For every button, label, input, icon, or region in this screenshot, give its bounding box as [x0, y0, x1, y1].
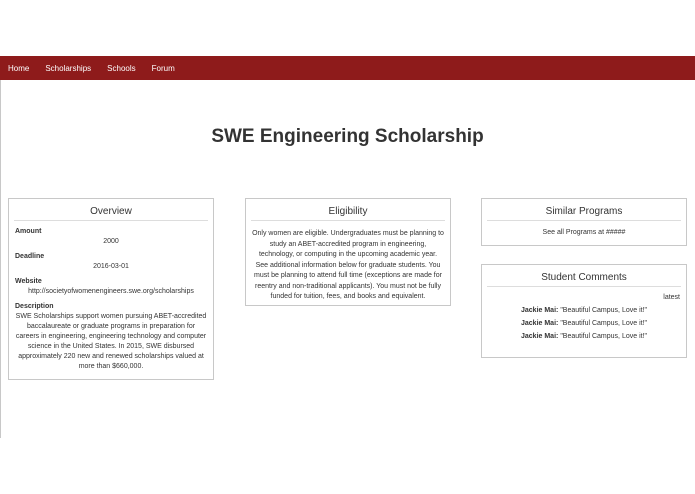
overview-panel [8, 198, 214, 380]
eligibility-text: Only women are eligible. Undergraduates must be planning to study an ABET-accredited program in engineering, technology, or computing in the upcoming academic year. See additional information below for graduate students. You must be planning to attend full time (exceptions are made for reentry and non-traditional applicants). You must not be fully funded for tuition, fees, and books and equivalent. [252, 230, 444, 300]
comment-author: Jackie Mai: [521, 320, 559, 327]
top-navbar [0, 56, 695, 80]
student-comments-heading: Student Comments [487, 265, 681, 287]
similar-programs-panel [481, 198, 687, 246]
page-title: SWE Engineering Scholarship [211, 126, 484, 147]
amount-value: 2000 [103, 238, 119, 245]
amount-label: Amount [15, 228, 42, 235]
deadline-label: Deadline [15, 253, 45, 260]
overview-heading: Overview [14, 199, 208, 221]
website-label: Website [15, 278, 42, 285]
nav-home-link[interactable]: Home [8, 63, 30, 73]
comment-item [482, 307, 686, 314]
description-label: Description [15, 303, 54, 310]
deadline-value: 2016-03-01 [93, 263, 129, 270]
eligibility-heading: Eligibility [251, 199, 445, 221]
nav-forum-link[interactable]: Forum [151, 63, 175, 73]
description-text: SWE Scholarships support women pursuing ABET-accredited baccalaureate or graduate programs in preparation for careers in engineering, engineering technology and computer science in the United States. In 2015, SWE disbursed approximately 220 new and renewed scholarships valued at more than $660,000. [15, 313, 207, 370]
comment-item [482, 320, 686, 327]
similar-programs-heading: Similar Programs [487, 199, 681, 221]
website-link[interactable]: http://societyofwomenengineers.swe.org/scholarships [28, 288, 194, 295]
overview-body [9, 221, 213, 372]
comment-author: Jackie Mai: [521, 333, 559, 340]
comment-text: "Beautiful Campus, Love it!" [560, 320, 647, 327]
student-comments-panel [481, 264, 687, 358]
nav-scholarships-link[interactable]: Scholarships [45, 63, 92, 73]
comment-text: "Beautiful Campus, Love it!" [560, 307, 647, 314]
comment-text: "Beautiful Campus, Love it!" [560, 333, 647, 340]
comments-sort-label[interactable]: latest [663, 294, 680, 301]
eligibility-panel [245, 198, 451, 306]
nav-schools-link[interactable]: Schools [107, 63, 136, 73]
similar-programs-link[interactable]: See all Programs at ##### [542, 229, 626, 236]
comment-item [482, 333, 686, 340]
comment-author: Jackie Mai: [521, 307, 559, 314]
